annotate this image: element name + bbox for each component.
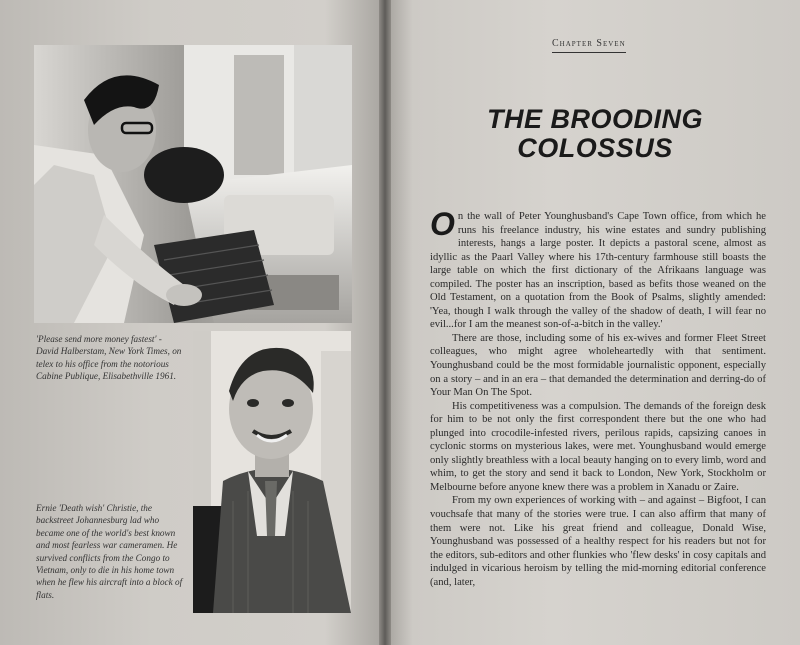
photo-cameraman-portrait [193,331,351,613]
book-gutter [379,0,391,645]
photo-telex-operator [34,45,352,323]
chapter-body [430,206,766,589]
running-head: Chapter Seven [552,38,626,53]
paragraph-1-text: n the wall of Peter Younghusband's Cape Town office, from which he runs his freelance industry, his wine estates and sundry publishing interests, hangs a large poster. It depicts a pastoral scene, almost as idyllic as the Paarl Valley where his 17th-century farmhouse still boasts the large table on which the first dictionary of the Afrikaans language was compiled. The poster has an inscription, based as befits those weaned on the Old Testament, on a quotation from the Book of Psalms, slightly amended: 'Yea, though I walk through the valley of the shadow of death, I will fear no evil...for I am the meanest son-of-a-bitch in the valley.' [430,211,766,331]
chapter-title [440,105,750,163]
chapter-title-line-2: COLOSSUS [517,133,673,163]
chapter-title-line-1: THE BROODING [486,104,703,134]
paragraph-3: His competitiveness was a compulsion. The demands of the foreign desk for him to be not only the first correspondent there but the one who had plunged into crocodile-infested rivers, perilous rapids, capsizing canoes in cyclonic storms on mysterious lakes, were met. Younghusband would emerge only slightly breathless with a local beauty hanging on to every limb, word and whim, to get the story and send it back to London, New York, Stockholm or Melbourne before anyone knew there was a problem in Xanadu or Zaire. [430,400,766,493]
paragraph-1 [430,206,766,332]
photo-caption-telex: 'Please send more money fastest' - David Halberstam, New York Times, on telex to his office from the notorious Cabine Publique, Elisabethville 1961. [36,334,182,382]
drop-cap: O [430,206,455,242]
paragraph-2: There are those, including some of his ex-wives and former Fleet Street colleagues, who might agree wholeheartedly with that sentiment. Younghusband could be the most formidable journalistic opponent, especially on a story – and in an era – that demanded the determination and derring-do of Your Man On The Spot. [430,332,766,399]
photo-caption-cameraman: Ernie 'Death wish' Christie, the backstreet Johannesburg lad who became one of the world's best known and most fearless war cameramen. He survived conflicts from the Congo to Vietnam, only to die in his home town when he flew his aircraft into a block of flats. [36,503,183,600]
paragraph-4: From my own experiences of working with – and against – Bigfoot, I can vouchsafe that many of the stories were true. I can also affirm that many of them were not. Like his great friend and colleague, Donald Wise, Younghusband was possessed of a healthy respect for his readers but not for the editors, sub-editors and other flunkies who 'flew desks' in cosy capitals and indulged in vicarious heroism by telling the mid-morning editorial conference (and, later, [430,495,766,588]
